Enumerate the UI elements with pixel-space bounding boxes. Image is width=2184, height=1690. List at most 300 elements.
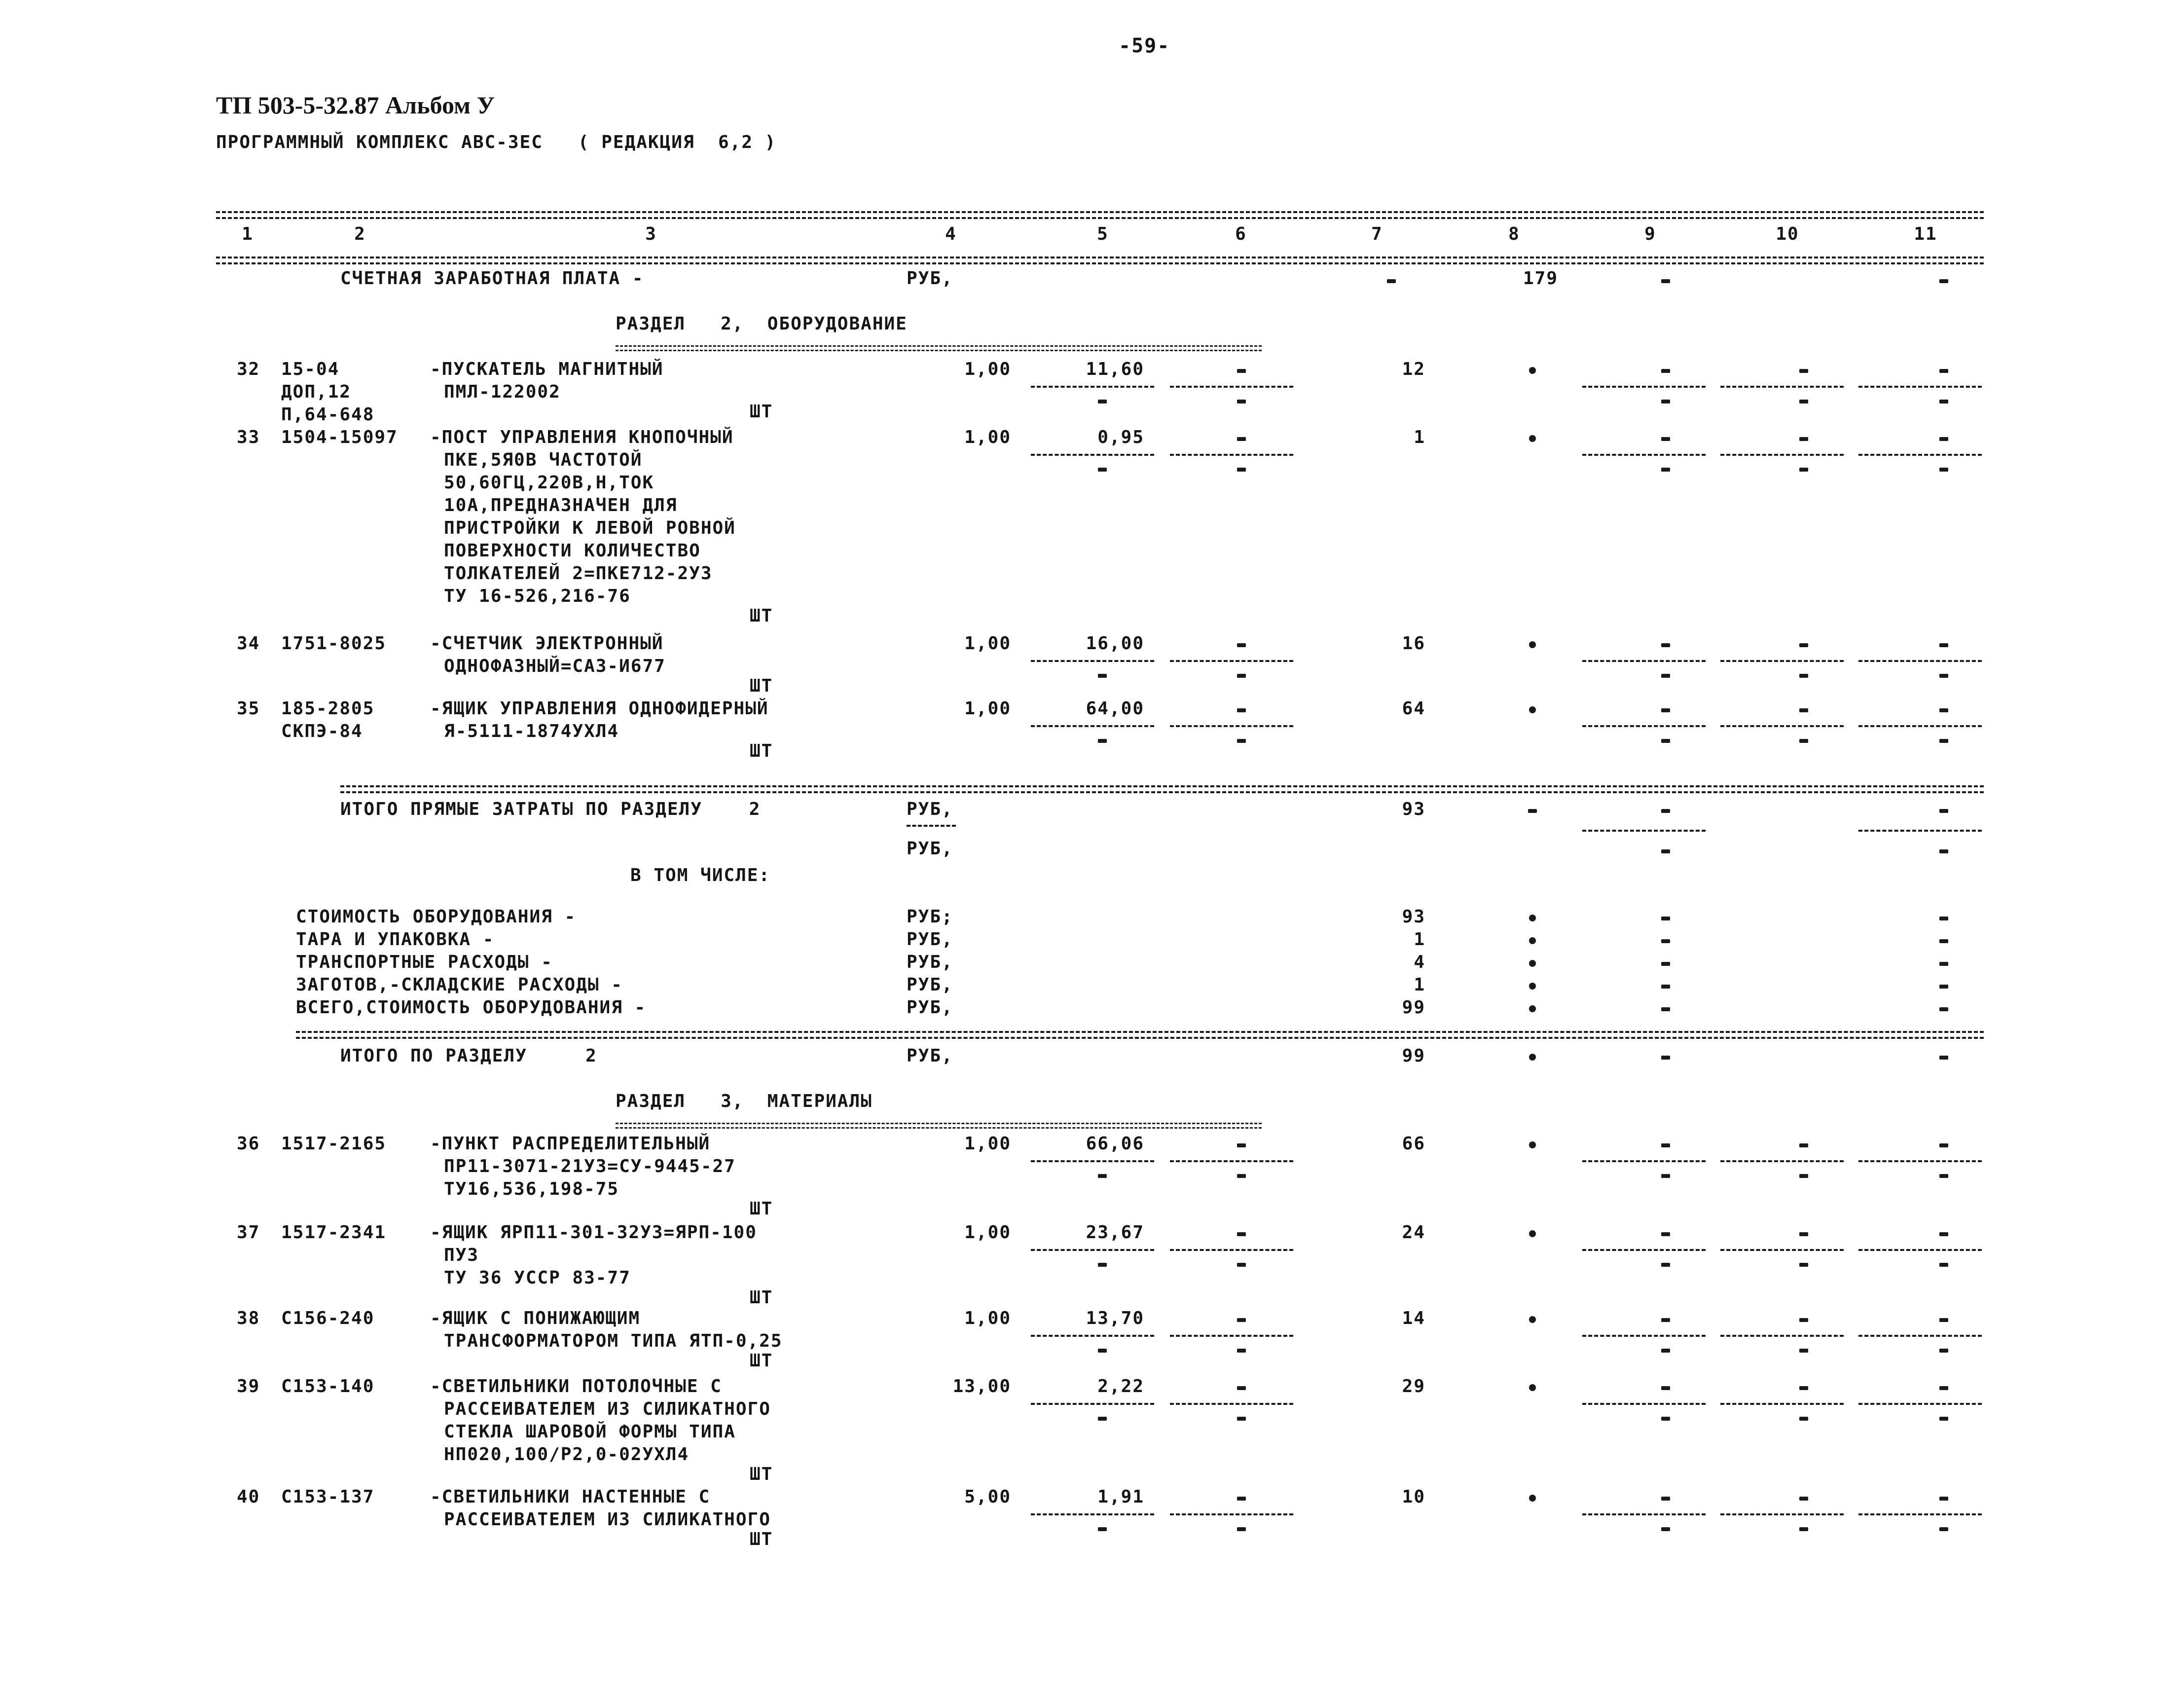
section-2-total-unit: РУБ, — [907, 1046, 953, 1066]
col8-dot — [1529, 1316, 1536, 1323]
col11-sub-rule — [1858, 386, 1982, 388]
breakdown-col11-dash — [1939, 939, 1948, 943]
salary-col11-dash — [1939, 279, 1948, 283]
item-description: -ЯЩИК С ПОНИЖАЮЩИМ — [430, 1308, 641, 1328]
col11-sub-rule — [1858, 1403, 1982, 1405]
col11-dash-mark — [1939, 437, 1948, 441]
breakdown-unit: РУБ, — [907, 975, 953, 995]
breakdown-label: ЗАГОТОВ,-СКЛАДСКИЕ РАСХОДЫ - — [296, 975, 623, 995]
column-header-10: 10 — [1776, 224, 1799, 244]
col9-dash-mark — [1661, 1497, 1670, 1501]
sub-dash-mark — [1939, 1263, 1948, 1267]
breakdown-col8-dot — [1529, 983, 1536, 990]
item-code: 1751-8025 — [281, 633, 387, 654]
sub-dash-mark — [1237, 1417, 1246, 1421]
sub-dash-mark — [1939, 1527, 1948, 1531]
section-2-total-col8-dot — [1529, 1054, 1536, 1061]
col9-sub-rule — [1582, 1335, 1706, 1337]
col10-sub-rule — [1720, 386, 1844, 388]
col11-sub-rule — [1858, 1335, 1982, 1337]
col6-dash-mark — [1237, 643, 1246, 647]
breakdown-col9-dash — [1661, 985, 1670, 989]
breakdown-col11-dash — [1939, 985, 1948, 989]
col10-dash-mark — [1799, 369, 1808, 373]
salary-col9-dash — [1661, 279, 1670, 283]
item-total: 29 — [1402, 1376, 1425, 1396]
direct-costs-rule — [340, 785, 1984, 787]
price-sub-rule — [1031, 1335, 1154, 1337]
breakdown-label: ТРАНСПОРТНЫЕ РАСХОДЫ - — [296, 952, 553, 972]
sub-dash-mark — [1939, 468, 1948, 472]
col9-dash-mark — [1661, 1232, 1670, 1236]
breakdown-col9-dash — [1661, 917, 1670, 920]
direct-costs-col11-rule — [1858, 830, 1982, 832]
item-quantity: 1,00 — [964, 1134, 1011, 1154]
item-code: ДОП,12 — [281, 382, 352, 402]
item-number: 36 — [237, 1134, 260, 1154]
col9-sub-rule — [1582, 1403, 1706, 1405]
item-price: 1,91 — [1097, 1487, 1144, 1507]
item-price: 16,00 — [1086, 633, 1144, 654]
column-header-7: 7 — [1371, 224, 1383, 244]
price-sub-rule — [1031, 660, 1154, 662]
sub-dash-mark — [1939, 739, 1948, 743]
column-header-6: 6 — [1235, 224, 1247, 244]
sub-dash-mark — [1799, 468, 1808, 472]
col6-dash-mark — [1237, 1318, 1246, 1322]
sub-dash-mark — [1237, 400, 1246, 404]
sub-dash-mark — [1799, 1417, 1808, 1421]
breakdown-unit: РУБ; — [907, 907, 953, 927]
col6-dash-mark — [1237, 1497, 1246, 1501]
col11-dash-mark — [1939, 1232, 1948, 1236]
item-price: 23,67 — [1086, 1222, 1144, 1243]
col10-dash-mark — [1799, 1232, 1808, 1236]
section-2-total-col9-dash — [1661, 1056, 1670, 1060]
sub-dash-mark — [1661, 400, 1670, 404]
table-top-rule-2 — [216, 217, 1984, 219]
document-title: ТП 503-5-32.87 Альбом У — [216, 91, 495, 119]
sub-dash-mark — [1098, 468, 1107, 472]
item-number: 32 — [237, 359, 260, 379]
col9-sub-rule — [1582, 454, 1706, 456]
breakdown-col11-dash — [1939, 1007, 1948, 1011]
item-unit: ШТ — [750, 1287, 773, 1308]
col9-dash-mark — [1661, 437, 1670, 441]
col11-dash-mark — [1939, 708, 1948, 712]
direct-costs-col9-rule — [1582, 830, 1706, 832]
item-quantity: 1,00 — [964, 1308, 1011, 1328]
col9-sub-rule — [1582, 386, 1706, 388]
price-sub-rule — [1031, 1160, 1154, 1162]
sub-dash-mark — [1661, 468, 1670, 472]
sub-dash-mark — [1098, 739, 1107, 743]
col6-sub-rule — [1170, 1160, 1293, 1162]
col10-dash-mark — [1799, 643, 1808, 647]
breakdown-value: 4 — [1414, 952, 1425, 972]
sub-dash-mark — [1237, 1349, 1246, 1353]
direct-costs-col8-dash — [1528, 809, 1537, 813]
breakdown-col9-dash — [1661, 1007, 1670, 1011]
breakdown-label: ТАРА И УПАКОВКА - — [296, 929, 495, 950]
item-price: 13,70 — [1086, 1308, 1144, 1328]
breakdown-col8-dot — [1529, 960, 1536, 967]
col10-dash-mark — [1799, 1318, 1808, 1322]
section-2-total-col11-dash — [1939, 1056, 1948, 1060]
col11-sub-rule — [1858, 1160, 1982, 1162]
breakdown-unit: РУБ, — [907, 929, 953, 950]
item-code: 1517-2341 — [281, 1222, 387, 1243]
col11-sub-rule — [1858, 725, 1982, 727]
sub-dash-mark — [1237, 739, 1246, 743]
col10-sub-rule — [1720, 1513, 1844, 1515]
sub-dash-mark — [1939, 1174, 1948, 1178]
col10-sub-rule — [1720, 725, 1844, 727]
price-sub-rule — [1031, 454, 1154, 456]
sub-dash-mark — [1939, 400, 1948, 404]
sub-dash-mark — [1799, 1349, 1808, 1353]
sub-dash-mark — [1939, 674, 1948, 678]
sub-dash-mark — [1799, 674, 1808, 678]
salary-col7-dash — [1387, 279, 1396, 283]
col8-dot — [1529, 435, 1536, 442]
item-description: РАССЕИВАТЕЛЕМ ИЗ СИЛИКАТНОГО — [444, 1399, 771, 1419]
item-description: -ПОСТ УПРАВЛЕНИЯ КНОПОЧНЫЙ — [430, 427, 734, 447]
col11-dash-mark — [1939, 643, 1948, 647]
page-number: -59- — [1119, 35, 1170, 57]
column-header-2: 2 — [354, 224, 366, 244]
col6-sub-rule — [1170, 1335, 1293, 1337]
col10-sub-rule — [1720, 1160, 1844, 1162]
item-unit: ШТ — [750, 741, 773, 761]
item-description: -СВЕТИЛЬНИКИ ПОТОЛОЧНЫЕ С — [430, 1376, 722, 1396]
sub-dash-mark — [1661, 674, 1670, 678]
item-unit: ШТ — [750, 402, 773, 422]
breakdown-unit: РУБ, — [907, 952, 953, 972]
col9-dash-mark — [1661, 1386, 1670, 1390]
sub-dash-mark — [1237, 1263, 1246, 1267]
price-sub-rule — [1031, 386, 1154, 388]
item-description: ТОЛКАТЕЛЕЙ 2=ПКЕ712-2УЗ — [444, 563, 713, 584]
item-description: ПМЛ-122002 — [444, 382, 561, 402]
item-description: ПУЗ — [444, 1245, 479, 1265]
col8-dot — [1529, 367, 1536, 374]
breakdown-col9-dash — [1661, 939, 1670, 943]
section-3-underline — [616, 1123, 1262, 1129]
direct-costs-unit-rule — [907, 825, 956, 827]
col6-dash-mark — [1237, 1232, 1246, 1236]
sub-dash-mark — [1098, 1263, 1107, 1267]
col11-dash-mark — [1939, 1143, 1948, 1147]
column-header-4: 4 — [945, 224, 957, 244]
col8-dot — [1529, 1141, 1536, 1148]
item-code: СКПЭ-84 — [281, 721, 363, 741]
item-unit: ШТ — [750, 676, 773, 696]
item-number: 40 — [237, 1487, 260, 1507]
direct-costs-col9-dash-2 — [1661, 849, 1670, 853]
sub-dash-mark — [1098, 674, 1107, 678]
column-header-8: 8 — [1508, 224, 1520, 244]
item-code: 185-2805 — [281, 698, 375, 719]
item-number: 34 — [237, 633, 260, 654]
item-number: 35 — [237, 698, 260, 719]
item-unit: ШТ — [750, 1351, 773, 1371]
col6-sub-rule — [1170, 386, 1293, 388]
item-description: ПОВЕРХНОСТИ КОЛИЧЕСТВО — [444, 541, 701, 561]
breakdown-unit: РУБ, — [907, 997, 953, 1018]
col11-sub-rule — [1858, 1249, 1982, 1251]
salary-label: СЧЕТНАЯ ЗАРАБОТНАЯ ПЛАТА - — [340, 268, 644, 289]
col11-sub-rule — [1858, 660, 1982, 662]
item-quantity: 5,00 — [964, 1487, 1011, 1507]
price-sub-rule — [1031, 725, 1154, 727]
col8-dot — [1529, 1384, 1536, 1391]
sub-dash-mark — [1237, 674, 1246, 678]
sub-dash-mark — [1939, 1349, 1948, 1353]
col9-dash-mark — [1661, 708, 1670, 712]
sub-dash-mark — [1098, 1174, 1107, 1178]
col6-dash-mark — [1237, 369, 1246, 373]
sub-dash-mark — [1237, 468, 1246, 472]
item-price: 64,00 — [1086, 698, 1144, 719]
direct-costs-label: ИТОГО ПРЯМЫЕ ЗАТРАТЫ ПО РАЗДЕЛУ 2 — [340, 799, 761, 819]
item-description: ПР11-3071-21УЗ=СУ-9445-27 — [444, 1156, 736, 1176]
sub-dash-mark — [1237, 1527, 1246, 1531]
col6-dash-mark — [1237, 1143, 1246, 1147]
item-unit: ШТ — [750, 1529, 773, 1549]
col11-dash-mark — [1939, 1386, 1948, 1390]
col10-sub-rule — [1720, 1335, 1844, 1337]
item-unit: ШТ — [750, 606, 773, 626]
item-description: ОДНОФАЗНЫЙ=СА3-И677 — [444, 656, 666, 676]
column-header-rule — [216, 257, 1984, 258]
direct-costs-col9-dash — [1661, 809, 1670, 813]
salary-value-col8: 179 — [1523, 268, 1559, 289]
sub-dash-mark — [1098, 1349, 1107, 1353]
column-header-9: 9 — [1644, 224, 1656, 244]
col9-sub-rule — [1582, 1249, 1706, 1251]
col10-dash-mark — [1799, 1386, 1808, 1390]
item-quantity: 1,00 — [964, 359, 1011, 379]
section-3-heading: РАЗДЕЛ 3, МАТЕРИАЛЫ — [616, 1091, 873, 1111]
sub-dash-mark — [1237, 1174, 1246, 1178]
breakdown-label: СТОИМОСТЬ ОБОРУДОВАНИЯ - — [296, 907, 577, 927]
col11-dash-mark — [1939, 1318, 1948, 1322]
item-description: Я-5111-1874УХЛ4 — [444, 721, 619, 741]
direct-costs-col11-dash-2 — [1939, 849, 1948, 853]
item-total: 12 — [1402, 359, 1425, 379]
col6-dash-mark — [1237, 708, 1246, 712]
breakdown-col11-dash — [1939, 917, 1948, 920]
program-line: ПРОГРАММНЫЙ КОМПЛЕКС АВС-3ЕС ( РЕДАКЦИЯ 6,2 ) — [216, 132, 777, 152]
column-header-1: 1 — [242, 224, 254, 244]
section-2-total-label: ИТОГО ПО РАЗДЕЛУ 2 — [340, 1046, 597, 1066]
col11-dash-mark — [1939, 1497, 1948, 1501]
col6-dash-mark — [1237, 437, 1246, 441]
item-description: ПРИСТРОЙКИ К ЛЕВОЙ РОВНОЙ — [444, 518, 736, 538]
col8-dot — [1529, 1495, 1536, 1502]
price-sub-rule — [1031, 1249, 1154, 1251]
item-quantity: 1,00 — [964, 427, 1011, 447]
sub-dash-mark — [1799, 1263, 1808, 1267]
col8-dot — [1529, 641, 1536, 648]
item-total: 64 — [1402, 698, 1425, 719]
item-description: НП020,100/Р2,0-02УХЛ4 — [444, 1444, 690, 1465]
item-total: 1 — [1414, 427, 1425, 447]
item-code: 15-04 — [281, 359, 340, 379]
sub-dash-mark — [1799, 400, 1808, 404]
col9-sub-rule — [1582, 1160, 1706, 1162]
item-unit: ШТ — [750, 1464, 773, 1484]
breakdown-value: 93 — [1402, 907, 1425, 927]
item-total: 24 — [1402, 1222, 1425, 1243]
item-description: ТРАНСФОРМАТОРОМ ТИПА ЯТП-0,25 — [444, 1331, 783, 1351]
table-top-rule — [216, 211, 1984, 213]
item-description: -СЧЕТЧИК ЭЛЕКТРОННЫЙ — [430, 633, 664, 654]
item-number: 37 — [237, 1222, 260, 1243]
breakdown-col8-dot — [1529, 937, 1536, 944]
item-price: 11,60 — [1086, 359, 1144, 379]
col10-dash-mark — [1799, 437, 1808, 441]
item-description: РАССЕИВАТЕЛЕМ ИЗ СИЛИКАТНОГО — [444, 1509, 771, 1530]
item-description: -СВЕТИЛЬНИКИ НАСТЕННЫЕ С — [430, 1487, 711, 1507]
including-label: В ТОМ ЧИСЛЕ: — [630, 865, 771, 885]
section-2-underline — [616, 345, 1262, 351]
col9-sub-rule — [1582, 725, 1706, 727]
col9-sub-rule — [1582, 660, 1706, 662]
item-description: 50,60ГЦ,220В,Н,ТОК — [444, 473, 655, 493]
col9-sub-rule — [1582, 1513, 1706, 1515]
sub-dash-mark — [1799, 739, 1808, 743]
col9-dash-mark — [1661, 1143, 1670, 1147]
item-description: -ПУНКТ РАСПРЕДЕЛИТЕЛЬНЫЙ — [430, 1134, 711, 1154]
breakdown-value: 1 — [1414, 929, 1425, 950]
item-total: 16 — [1402, 633, 1425, 654]
item-description: ТУ16,536,198-75 — [444, 1179, 619, 1199]
salary-unit: РУБ, — [907, 268, 953, 289]
col6-sub-rule — [1170, 454, 1293, 456]
item-description: ПКЕ,5Я0В ЧАСТОТОЙ — [444, 450, 643, 470]
sub-dash-mark — [1098, 400, 1107, 404]
item-number: 39 — [237, 1376, 260, 1396]
column-header-11: 11 — [1914, 224, 1937, 244]
item-quantity: 13,00 — [952, 1376, 1011, 1396]
sub-dash-mark — [1661, 1349, 1670, 1353]
direct-costs-value-col7: 93 — [1402, 799, 1425, 819]
item-quantity: 1,00 — [964, 1222, 1011, 1243]
direct-costs-col11-dash — [1939, 809, 1948, 813]
item-number: 38 — [237, 1308, 260, 1328]
item-code: 1517-2165 — [281, 1134, 387, 1154]
sub-dash-mark — [1661, 1417, 1670, 1421]
col6-sub-rule — [1170, 1249, 1293, 1251]
column-header-3: 3 — [645, 224, 657, 244]
col10-dash-mark — [1799, 1143, 1808, 1147]
item-number: 33 — [237, 427, 260, 447]
item-quantity: 1,00 — [964, 633, 1011, 654]
col6-dash-mark — [1237, 1386, 1246, 1390]
item-description: ТУ 36 УССР 83-77 — [444, 1268, 631, 1288]
price-sub-rule — [1031, 1403, 1154, 1405]
sub-dash-mark — [1661, 1174, 1670, 1178]
col8-dot — [1529, 706, 1536, 713]
col6-sub-rule — [1170, 1513, 1293, 1515]
item-code: С153-140 — [281, 1376, 375, 1396]
sub-dash-mark — [1799, 1174, 1808, 1178]
item-price: 0,95 — [1097, 427, 1144, 447]
col6-sub-rule — [1170, 1403, 1293, 1405]
sub-dash-mark — [1098, 1417, 1107, 1421]
item-total: 66 — [1402, 1134, 1425, 1154]
item-description: -ПУСКАТЕЛЬ МАГНИТНЫЙ — [430, 359, 664, 379]
col10-dash-mark — [1799, 1497, 1808, 1501]
column-header-5: 5 — [1097, 224, 1109, 244]
col8-dot — [1529, 1230, 1536, 1237]
section-2-total-rule — [296, 1031, 1984, 1033]
col6-sub-rule — [1170, 725, 1293, 727]
sub-dash-mark — [1939, 1417, 1948, 1421]
breakdown-label: ВСЕГО,СТОИМОСТЬ ОБОРУДОВАНИЯ - — [296, 997, 647, 1018]
item-total: 10 — [1402, 1487, 1425, 1507]
price-sub-rule — [1031, 1513, 1154, 1515]
col11-sub-rule — [1858, 454, 1982, 456]
item-description: СТЕКЛА ШАРОВОЙ ФОРМЫ ТИПА — [444, 1422, 736, 1442]
breakdown-value: 1 — [1414, 975, 1425, 995]
col11-dash-mark — [1939, 369, 1948, 373]
breakdown-col8-dot — [1529, 915, 1536, 921]
direct-costs-unit-2: РУБ, — [907, 839, 953, 859]
item-code: С156-240 — [281, 1308, 375, 1328]
col10-sub-rule — [1720, 1403, 1844, 1405]
col10-dash-mark — [1799, 708, 1808, 712]
col9-dash-mark — [1661, 369, 1670, 373]
breakdown-col11-dash — [1939, 962, 1948, 966]
col9-dash-mark — [1661, 1318, 1670, 1322]
sub-dash-mark — [1661, 739, 1670, 743]
item-unit: ШТ — [750, 1199, 773, 1219]
col9-dash-mark — [1661, 643, 1670, 647]
col6-sub-rule — [1170, 660, 1293, 662]
sub-dash-mark — [1799, 1527, 1808, 1531]
item-code: 1504-15097 — [281, 427, 398, 447]
item-quantity: 1,00 — [964, 698, 1011, 719]
item-price: 66,06 — [1086, 1134, 1144, 1154]
breakdown-value: 99 — [1402, 997, 1425, 1018]
section-2-total-rule-2 — [296, 1037, 1984, 1039]
column-header-rule-2 — [216, 262, 1984, 264]
direct-costs-rule-2 — [340, 791, 1984, 793]
section-2-total-value-col7: 99 — [1402, 1046, 1425, 1066]
item-description: -ЯЩИК УПРАВЛЕНИЯ ОДНОФИДЕРНЫЙ — [430, 698, 769, 719]
col10-sub-rule — [1720, 1249, 1844, 1251]
breakdown-col9-dash — [1661, 962, 1670, 966]
item-code: С153-137 — [281, 1487, 375, 1507]
breakdown-col8-dot — [1529, 1005, 1536, 1012]
item-total: 14 — [1402, 1308, 1425, 1328]
sub-dash-mark — [1661, 1527, 1670, 1531]
sub-dash-mark — [1098, 1527, 1107, 1531]
col11-sub-rule — [1858, 1513, 1982, 1515]
col10-sub-rule — [1720, 660, 1844, 662]
sub-dash-mark — [1661, 1263, 1670, 1267]
item-price: 2,22 — [1097, 1376, 1144, 1396]
col10-sub-rule — [1720, 454, 1844, 456]
item-code: П,64-648 — [281, 404, 375, 425]
section-2-heading: РАЗДЕЛ 2, ОБОРУДОВАНИЕ — [616, 314, 908, 334]
direct-costs-unit: РУБ, — [907, 799, 953, 819]
item-description: 10А,ПРЕДНАЗНАЧЕН ДЛЯ — [444, 495, 678, 515]
item-description: ТУ 16-526,216-76 — [444, 586, 631, 606]
